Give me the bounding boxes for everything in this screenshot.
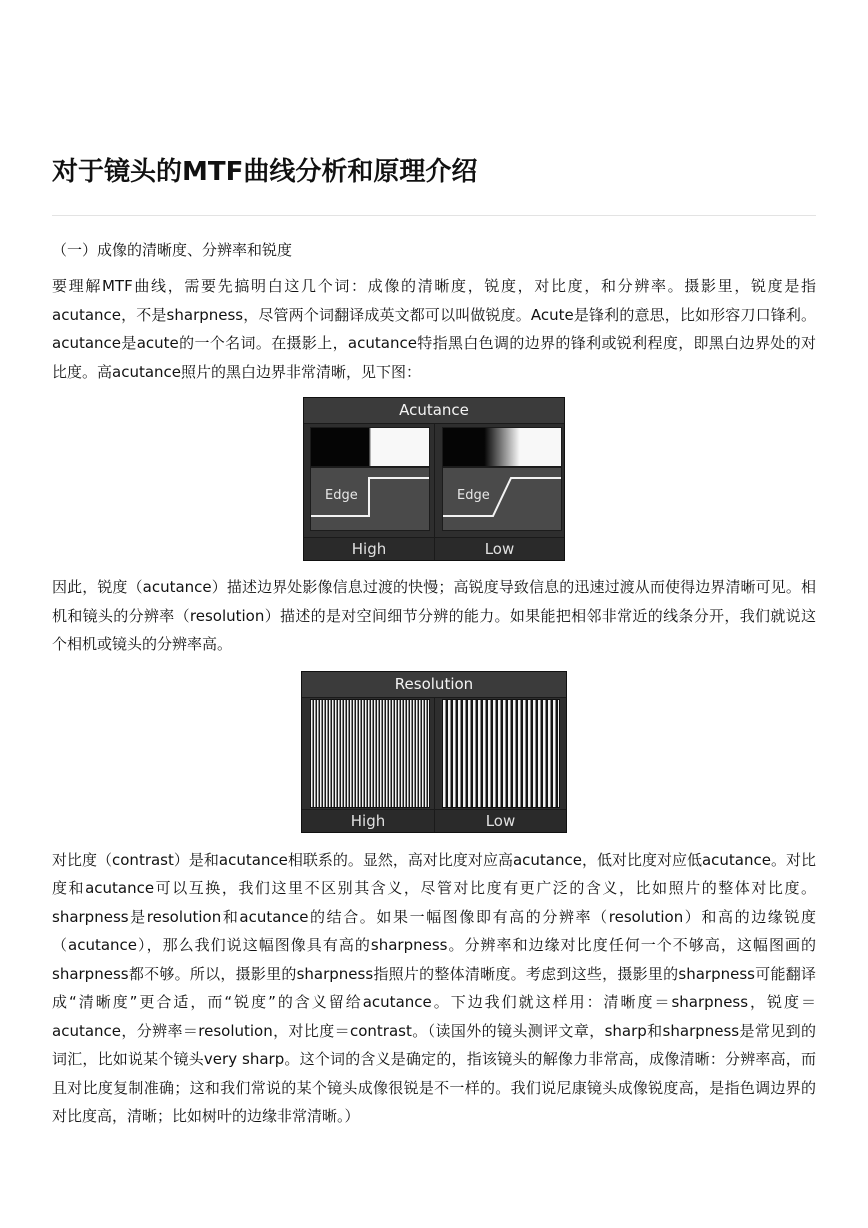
resolution-high-line-pattern [310,699,430,808]
acutance-figure [303,397,565,561]
resolution-footer-high: High [302,809,434,832]
section-heading: （一）成像的清晰度、分辨率和锐度 [52,241,293,259]
acutance-low-edge-panel [442,467,562,531]
acutance-low-gradient [442,427,562,467]
resolution-footer-low: Low [435,809,566,832]
page-title: 对于镜头的MTF曲线分析和原理介绍 [52,157,478,187]
paragraph-2: 因此，锐度（acutance）描述边界处影像信息过渡的快慢；高锐度导致信息的迅速过渡从而使得边界清晰可见。相机和镜头的分辨率（resolution）描述的是对空间细节分辨的能力。如果能把相邻非常近的线条分开，我们就说这个相机或镜头的分辨率高。 [52,578,816,653]
title-divider [52,215,816,216]
acutance-footer-low: Low [435,537,564,560]
resolution-low-line-pattern [442,699,560,808]
acutance-footer-high: High [304,537,434,560]
acutance-high-gradient [310,427,430,467]
acutance-figure-title: Acutance [304,398,564,424]
acutance-high-edge-panel [310,467,430,531]
paragraph-1: 要理解MTF曲线，需要先搞明白这几个词：成像的清晰度，锐度，对比度，和分辨率。摄影里，锐度是指acutance，不是sharpness，尽管两个词翻译成英文都可以叫做锐度。Acute是锋利的意思，比如形容刀口锋利。acutance是acute的一个名词。在摄影上，acutance特指黑白色调的边界的锋利或锐利程度，即黑白边界处的对比度。高acutance照片的黑白边界非常清晰，见下图： [52,277,816,381]
article [52,150,816,1131]
resolution-figure-title: Resolution [302,672,566,698]
resolution-figure [301,671,567,833]
acutance-low-edge-label: Edge [457,488,490,503]
acutance-high-edge-label: Edge [325,488,358,503]
paragraph-3: 对比度（contrast）是和acutance相联系的。显然，高对比度对应高acutance，低对比度对应低acutance。对比度和acutance可以互换，我们这里不区别其含义，尽管对比度有更广泛的含义，比如照片的整体对比度。sharpness是resolution和acutance的结合。如果一幅图像即有高的分辨率（resolution）和高的边缘锐度（acutance），那么我们说这幅图像具有高的sharpness。分辨率和边缘对比度任何一个不够高，这幅图画的sharpness都不够。所以，摄影里的sharpness指照片的整体清晰度。考虑到这些，摄影里的sharpness可能翻译成“清晰度”更合适，而“锐度”的含义留给acutance。下边我们就这样用：清晰度＝sharpness，锐度＝acutance，分辨率＝resolution，对比度＝contrast。（读国外的镜头测评文章，sharp和sharpness是常见到的词汇，比如说某个镜头very sharp。这个词的含义是确定的，指该镜头的解像力非常高，成像清晰：分辨率高，而且对比度复制准确；这和我们常说的某个镜头成像很锐是不一样的。我们说尼康镜头成像锐度高，是指色调边界的对比度高，清晰；比如树叶的边缘非常清晰。） [52,850,816,1125]
